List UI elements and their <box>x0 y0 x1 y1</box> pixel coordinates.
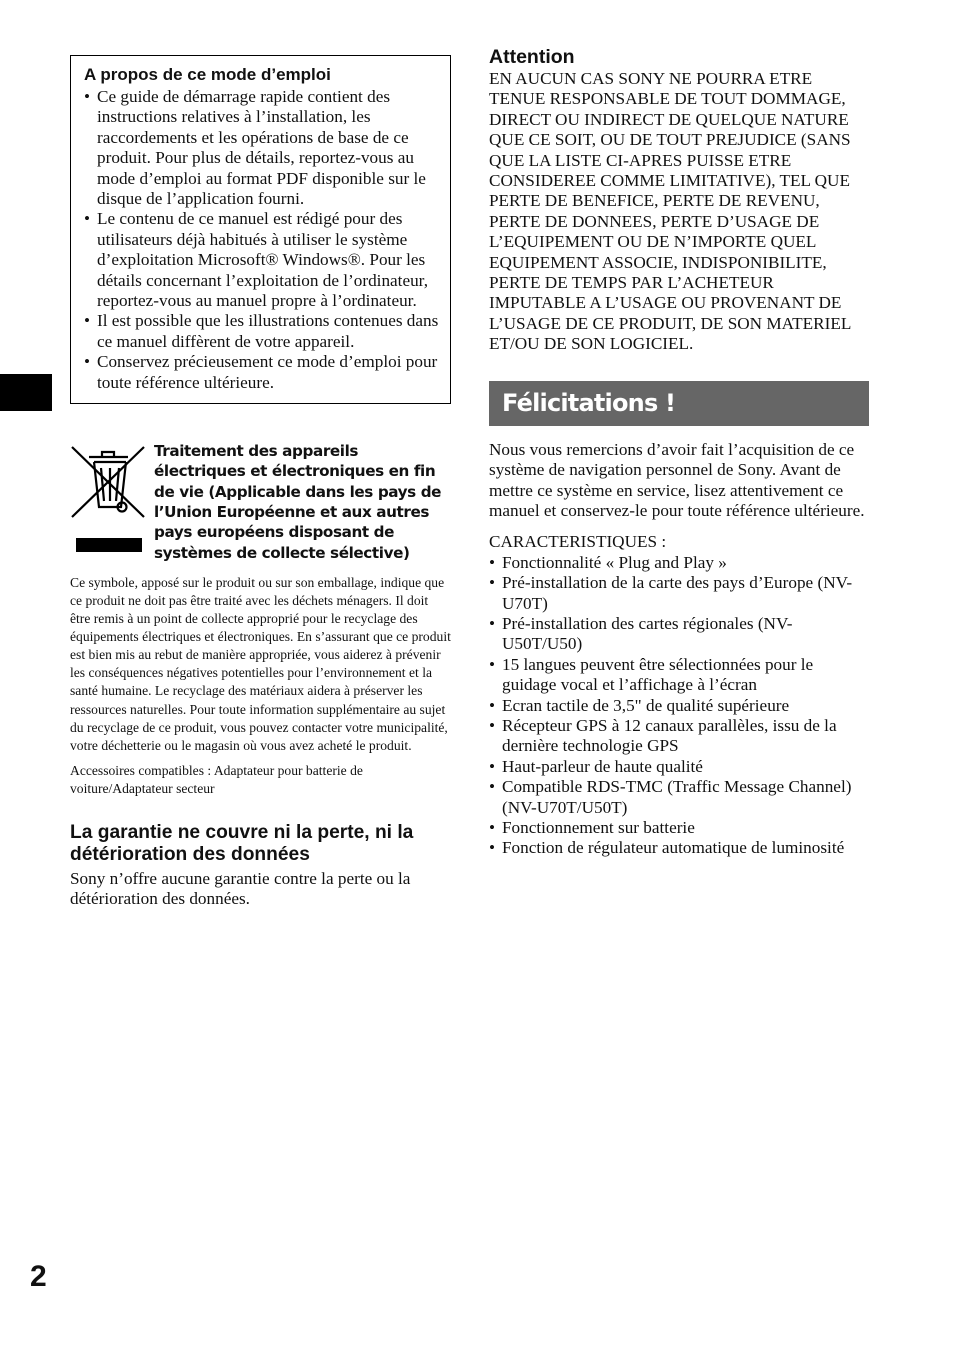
felicitations-heading: Félicitations ! <box>502 389 676 418</box>
feature-item: • Pré-installation de la carte des pays d’Europe (NV-U70T) <box>489 573 870 614</box>
info-box-item: • Le contenu de ce manuel est rédigé pour des utilisateurs déjà habitués à utiliser le système d’exploitation Microsoft® Windows®. Pour les détails concernant l’exploitation de l’ordinateur, reportez-vous au manuel propre à l’ordinateur. <box>84 209 440 311</box>
guarantee-heading: La garantie ne couvre ni la perte, ni la détérioration des données <box>70 822 414 865</box>
weee-title: Traitement des appareils électriques et électroniques en fin de vie (Applicable dans les pays de l’Union Européenne et aux autres pays européens disposant de systèmes de collecte sélective) <box>154 442 442 562</box>
info-box-list <box>84 87 440 393</box>
attention-title: Attention <box>489 46 575 68</box>
intro-paragraph: Nous vous remercions d’avoir fait l’acquisition de ce système de navigation personnel de Sony. Avant de mettre ce système en service, lisez attentivement ce manuel et conservez-le pour toute référence ultérieure. <box>489 439 865 520</box>
accessories-note: Accessoires compatibles : Adaptateur pour batterie de voiture/Adaptateur secteur <box>70 762 363 796</box>
right-column <box>489 46 870 859</box>
attention-body: EN AUCUN CAS SONY NE POURRA ETRE TENUE RESPONSABLE DE TOUT DOMMAGE, DIRECT OU INDIRECT DE QUELQUE NATURE QUE CE SOIT, OU DE TOUT PREJUDICE (SANS QUE LA LISTE CI-APRES PUISSE ETRE CONSIDEREE COMME LIMITATIVE), TEL QUE PERTE DE BENEFICE, PERTE DE REVENU, PERTE DE DONNEES, PERTE D’USAGE DE L’EQUIPEMENT OU DE N’IMPORTE QUEL EQUIPEMENT ASSOCIE, INDISPONIBILITE, PERTE DE TEMPS PAR L’ACHETEUR IMPUTABLE A L’USAGE OU PROVENANT DE L’USAGE DE CE PRODUIT, DE SON MATERIEL ET/OU DE SON LOGICIEL. <box>489 69 851 354</box>
feature-item: • Fonctionnalité « Plug and Play » <box>489 553 870 573</box>
features-label: CARACTERISTIQUES : <box>489 532 667 552</box>
page-number: 2 <box>30 1260 47 1293</box>
left-column <box>70 55 451 910</box>
features-list <box>489 553 870 859</box>
info-box-item: • Ce guide de démarrage rapide contient des instructions relatives à l’installation, les raccordements et les opérations de base de ce produit. Pour plus de détails, reportez-vous au mode d’emploi au format PDF disponible sur le disque de l’application fourni. <box>84 87 440 209</box>
feature-item: • Haut-parleur de haute qualité <box>489 757 870 777</box>
manual-info-box <box>70 55 451 404</box>
weee-notice <box>70 441 451 563</box>
feature-item: • Compatible RDS-TMC (Traffic Message Channel) (NV-U70T/U50T) <box>489 777 870 818</box>
info-box-title: A propos de ce mode d’emploi <box>84 65 331 84</box>
info-box-item: • Conservez précieusement ce mode d’emploi pour toute référence ultérieure. <box>84 352 440 393</box>
weee-body: Ce symbole, apposé sur le produit ou sur son emballage, indique que ce produit ne doit pas être traité avec les déchets ménagers. Il doit être remis à un point de collecte approprié pour le recyclage des équipements électriques et électroniques. En s’assurant que ce produit est bien mis au rebut de manière appropriée, vous aiderez à prévenir les conséquences négatives potentielles pour l’environnement et la santé humaine. Le recyclage des matériaux aidera à préserver les ressources naturelles. Pour toute information supplémentaire au sujet du recyclage de ce produit, vous pouvez contacter votre municipalité, votre déchetterie ou le magasin où vous avez acheté le produit. <box>70 574 451 753</box>
guarantee-body: Sony n’offre aucune garantie contre la perte ou la détérioration des données. <box>70 869 411 909</box>
feature-item: • Récepteur GPS à 12 canaux parallèles, issu de la dernière technologie GPS <box>489 716 870 757</box>
feature-item: • Fonction de régulateur automatique de luminosité <box>489 838 870 858</box>
feature-item: • Ecran tactile de 3,5" de qualité supérieure <box>489 696 870 716</box>
info-box-item: • Il est possible que les illustrations contenues dans ce manuel diffèrent de votre appareil. <box>84 311 440 352</box>
feature-item: • Pré-installation des cartes régionales (NV-U50T/U50) <box>489 614 870 655</box>
section-tab-marker <box>0 374 52 411</box>
feature-item: • Fonctionnement sur batterie <box>489 818 870 838</box>
section-heading-bar <box>489 381 869 426</box>
feature-item: • 15 langues peuvent être sélectionnées pour le guidage vocal et l’affichage à l’écran <box>489 655 870 696</box>
crossed-out-wheelie-bin-icon <box>70 441 154 563</box>
